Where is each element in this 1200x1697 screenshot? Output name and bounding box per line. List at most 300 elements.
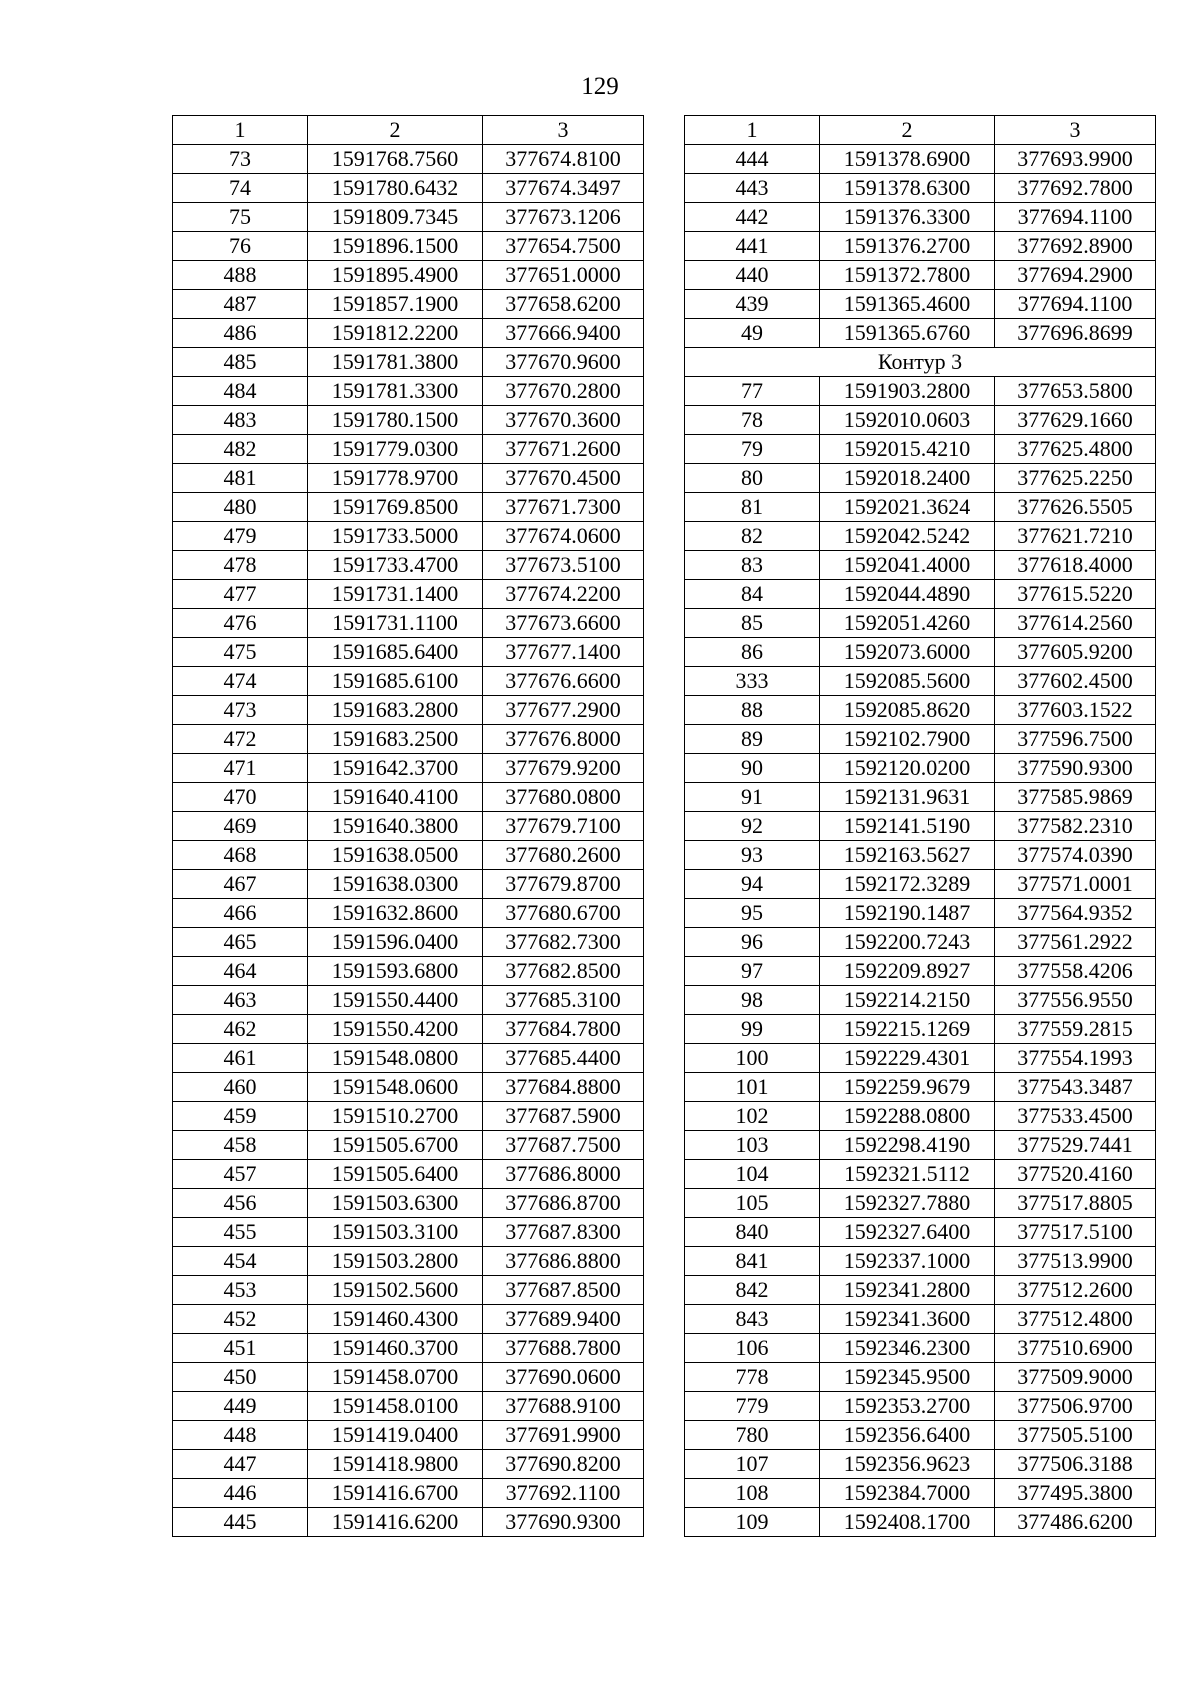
table-cell: 377590.9300: [995, 754, 1156, 783]
table-row: [685, 1247, 1156, 1276]
table-row: [685, 145, 1156, 174]
table-cell: 90: [685, 754, 820, 783]
table-cell: 1591378.6300: [820, 174, 995, 203]
table-cell: 91: [685, 783, 820, 812]
table-cell: 92: [685, 812, 820, 841]
table-cell: 1591683.2800: [308, 696, 483, 725]
table-cell: 377629.1660: [995, 406, 1156, 435]
table-cell: 377654.7500: [483, 232, 644, 261]
table-cell: 1591365.6760: [820, 319, 995, 348]
table-cell: 1591778.9700: [308, 464, 483, 493]
table-cell: 1592102.7900: [820, 725, 995, 754]
table-cell: 377564.9352: [995, 899, 1156, 928]
table-cell: 471: [173, 754, 308, 783]
table-row: [173, 348, 644, 377]
table-row: [685, 841, 1156, 870]
table-cell: 1591503.2800: [308, 1247, 483, 1276]
table-cell: 377694.1100: [995, 203, 1156, 232]
table-cell: 377512.4800: [995, 1305, 1156, 1334]
table-cell: 1591781.3800: [308, 348, 483, 377]
table-cell: 101: [685, 1073, 820, 1102]
table-row: [685, 609, 1156, 638]
table-cell: 1592073.6000: [820, 638, 995, 667]
table-cell: 1592384.7000: [820, 1479, 995, 1508]
table-cell: 486: [173, 319, 308, 348]
table-cell: 484: [173, 377, 308, 406]
table-cell: 488: [173, 261, 308, 290]
table-cell: 1592042.5242: [820, 522, 995, 551]
table-row: [685, 667, 1156, 696]
table-cell: 480: [173, 493, 308, 522]
table-cell: 474: [173, 667, 308, 696]
table-cell: 377513.9900: [995, 1247, 1156, 1276]
table-cell: 469: [173, 812, 308, 841]
table-cell: 1591460.4300: [308, 1305, 483, 1334]
table-cell: 377693.9900: [995, 145, 1156, 174]
table-cell: 778: [685, 1363, 820, 1392]
column-header: 1: [685, 116, 820, 145]
table-cell: 1592345.9500: [820, 1363, 995, 1392]
table-cell: 377692.8900: [995, 232, 1156, 261]
table-cell: 377689.9400: [483, 1305, 644, 1334]
table-cell: 89: [685, 725, 820, 754]
table-row: [173, 319, 644, 348]
table-cell: 377505.5100: [995, 1421, 1156, 1450]
table-cell: 377596.7500: [995, 725, 1156, 754]
table-cell: 1592051.4260: [820, 609, 995, 638]
table-cell: 377510.6900: [995, 1334, 1156, 1363]
table-row: [173, 812, 644, 841]
table-cell: 377561.2922: [995, 928, 1156, 957]
table-cell: 377687.5900: [483, 1102, 644, 1131]
table-cell: 377687.8500: [483, 1276, 644, 1305]
table-row: [685, 203, 1156, 232]
table-row: [173, 232, 644, 261]
table-cell: 1592131.9631: [820, 783, 995, 812]
table-cell: 462: [173, 1015, 308, 1044]
table-cell: 377605.9200: [995, 638, 1156, 667]
table-cell: 1591638.0300: [308, 870, 483, 899]
table-row: [173, 1305, 644, 1334]
table-cell: 1592229.4301: [820, 1044, 995, 1073]
table-cell: 377506.9700: [995, 1392, 1156, 1421]
table-cell: 1592288.0800: [820, 1102, 995, 1131]
table-cell: 96: [685, 928, 820, 957]
table-cell: 470: [173, 783, 308, 812]
table-cell: 377679.8700: [483, 870, 644, 899]
table-cell: 73: [173, 145, 308, 174]
table-cell: 1592337.1000: [820, 1247, 995, 1276]
table-cell: 377625.4800: [995, 435, 1156, 464]
table-row: [173, 174, 644, 203]
table-row: [685, 870, 1156, 899]
table-cell: 452: [173, 1305, 308, 1334]
table-cell: 1592356.6400: [820, 1421, 995, 1450]
table-row: [173, 957, 644, 986]
column-header: 2: [820, 116, 995, 145]
table-row: [173, 435, 644, 464]
table-cell: 377694.2900: [995, 261, 1156, 290]
table-row: [173, 1102, 644, 1131]
table-cell: 377653.5800: [995, 377, 1156, 406]
table-cell: 1591593.6800: [308, 957, 483, 986]
table-cell: 1591460.3700: [308, 1334, 483, 1363]
table-cell: 441: [685, 232, 820, 261]
table-cell: 93: [685, 841, 820, 870]
table-cell: 1591416.6700: [308, 1479, 483, 1508]
table-cell: 377674.3497: [483, 174, 644, 203]
table-cell: 472: [173, 725, 308, 754]
table-row: [685, 638, 1156, 667]
table-cell: 464: [173, 957, 308, 986]
table-cell: 377673.1206: [483, 203, 644, 232]
table-cell: 77: [685, 377, 820, 406]
table-cell: 482: [173, 435, 308, 464]
table-cell: 377691.9900: [483, 1421, 644, 1450]
table-cell: 377615.5220: [995, 580, 1156, 609]
table-cell: 377625.2250: [995, 464, 1156, 493]
table-row: [173, 754, 644, 783]
table-cell: 450: [173, 1363, 308, 1392]
table-cell: 377677.2900: [483, 696, 644, 725]
table-cell: 1591779.0300: [308, 435, 483, 464]
table-cell: 780: [685, 1421, 820, 1450]
table-row: [173, 551, 644, 580]
table-cell: 377685.3100: [483, 986, 644, 1015]
table-row: [173, 1421, 644, 1450]
table-cell: 1591376.2700: [820, 232, 995, 261]
table-cell: 1591510.2700: [308, 1102, 483, 1131]
table-cell: 1591418.9800: [308, 1450, 483, 1479]
table-cell: 377680.2600: [483, 841, 644, 870]
table-row: [173, 696, 644, 725]
table-row: [173, 928, 644, 957]
table-row: [685, 754, 1156, 783]
table-cell: 377585.9869: [995, 783, 1156, 812]
table-cell: 449: [173, 1392, 308, 1421]
table-row: [685, 551, 1156, 580]
table-row: [685, 1392, 1156, 1421]
table-row: [685, 812, 1156, 841]
table-row: [685, 1218, 1156, 1247]
table-row: [173, 783, 644, 812]
table-cell: 81: [685, 493, 820, 522]
table-cell: 1592356.9623: [820, 1450, 995, 1479]
table-cell: 1592341.2800: [820, 1276, 995, 1305]
table-cell: 1592018.2400: [820, 464, 995, 493]
table-cell: 1591731.1100: [308, 609, 483, 638]
table-cell: 1592259.9679: [820, 1073, 995, 1102]
table-cell: 453: [173, 1276, 308, 1305]
table-cell: 377574.0390: [995, 841, 1156, 870]
table-cell: 1592163.5627: [820, 841, 995, 870]
table-row: [685, 1189, 1156, 1218]
table-row: [173, 290, 644, 319]
table-cell: 1591502.5600: [308, 1276, 483, 1305]
column-header: 1: [173, 116, 308, 145]
table-row: [685, 1363, 1156, 1392]
table-row: [173, 1044, 644, 1073]
table-cell: 1591416.6200: [308, 1508, 483, 1537]
table-cell: 1592021.3624: [820, 493, 995, 522]
table-row: [685, 1508, 1156, 1537]
table-cell: 377690.9300: [483, 1508, 644, 1537]
table-cell: 377687.8300: [483, 1218, 644, 1247]
table-cell: 377533.4500: [995, 1102, 1156, 1131]
table-cell: 440: [685, 261, 820, 290]
table-cell: 95: [685, 899, 820, 928]
table-cell: 377571.0001: [995, 870, 1156, 899]
table-row: [173, 261, 644, 290]
table-row: [685, 261, 1156, 290]
table-cell: 1591505.6700: [308, 1131, 483, 1160]
table-cell: 467: [173, 870, 308, 899]
table-cell: 377614.2560: [995, 609, 1156, 638]
table-row: [685, 493, 1156, 522]
table-cell: 377694.1100: [995, 290, 1156, 319]
table-row: [685, 1479, 1156, 1508]
table-cell: 1591731.1400: [308, 580, 483, 609]
table-cell: 377686.8700: [483, 1189, 644, 1218]
table-row: [173, 1363, 644, 1392]
coordinates-table-left: [172, 115, 644, 1537]
table-cell: 1592141.5190: [820, 812, 995, 841]
table-header-row: [173, 116, 644, 145]
table-row: [173, 638, 644, 667]
table-cell: 1591685.6400: [308, 638, 483, 667]
table-cell: 377529.7441: [995, 1131, 1156, 1160]
table-row: [173, 1189, 644, 1218]
table-cell: 468: [173, 841, 308, 870]
table-cell: 1591733.4700: [308, 551, 483, 580]
table-row: [173, 377, 644, 406]
table-cell: 83: [685, 551, 820, 580]
table-cell: 1591857.1900: [308, 290, 483, 319]
table-cell: 377687.7500: [483, 1131, 644, 1160]
table-row: [685, 1131, 1156, 1160]
table-cell: 377674.8100: [483, 145, 644, 174]
table-row: [173, 725, 644, 754]
table-row: [685, 725, 1156, 754]
table-cell: 1591632.8600: [308, 899, 483, 928]
table-cell: 80: [685, 464, 820, 493]
column-header: 2: [308, 116, 483, 145]
table-row: [685, 928, 1156, 957]
table-cell: 105: [685, 1189, 820, 1218]
table-cell: 377686.8000: [483, 1160, 644, 1189]
table-cell: 1592408.1700: [820, 1508, 995, 1537]
table-cell: 75: [173, 203, 308, 232]
table-cell: 377495.3800: [995, 1479, 1156, 1508]
table-row: [173, 580, 644, 609]
table-cell: 477: [173, 580, 308, 609]
table-cell: 74: [173, 174, 308, 203]
table-cell: 377626.5505: [995, 493, 1156, 522]
table-cell: 377680.0800: [483, 783, 644, 812]
table-cell: 377673.5100: [483, 551, 644, 580]
table-row: [685, 696, 1156, 725]
table-row: [685, 1102, 1156, 1131]
table-cell: 1591642.3700: [308, 754, 483, 783]
table-cell: 377684.7800: [483, 1015, 644, 1044]
table-cell: 377692.7800: [995, 174, 1156, 203]
table-cell: 1592341.3600: [820, 1305, 995, 1334]
table-cell: 485: [173, 348, 308, 377]
table-row: [173, 145, 644, 174]
table-cell: 843: [685, 1305, 820, 1334]
table-cell: 1592327.6400: [820, 1218, 995, 1247]
table-row: [685, 319, 1156, 348]
table-cell: 377670.3600: [483, 406, 644, 435]
table-cell: 377602.4500: [995, 667, 1156, 696]
table-cell: 1592010.0603: [820, 406, 995, 435]
table-cell: 442: [685, 203, 820, 232]
table-cell: 481: [173, 464, 308, 493]
table-row: [173, 1450, 644, 1479]
column-header: 3: [995, 116, 1156, 145]
table-cell: 447: [173, 1450, 308, 1479]
table-cell: 459: [173, 1102, 308, 1131]
table-cell: 455: [173, 1218, 308, 1247]
table-cell: 79: [685, 435, 820, 464]
table-row: [685, 1044, 1156, 1073]
table-row: [173, 1218, 644, 1247]
table-cell: 1591419.0400: [308, 1421, 483, 1450]
table-cell: 461: [173, 1044, 308, 1073]
table-cell: 1591372.7800: [820, 261, 995, 290]
table-cell: 377682.7300: [483, 928, 644, 957]
table-row: [685, 1450, 1156, 1479]
table-cell: 1591378.6900: [820, 145, 995, 174]
table-cell: 476: [173, 609, 308, 638]
table-cell: 377543.3487: [995, 1073, 1156, 1102]
table-cell: 377666.9400: [483, 319, 644, 348]
table-cell: 779: [685, 1392, 820, 1421]
table-cell: 377670.2800: [483, 377, 644, 406]
table-row: [685, 232, 1156, 261]
coordinates-table-right: [684, 115, 1156, 1537]
table-cell: 104: [685, 1160, 820, 1189]
table-row: [685, 1160, 1156, 1189]
table-cell: 1592015.4210: [820, 435, 995, 464]
table-row: [685, 464, 1156, 493]
table-cell: 377520.4160: [995, 1160, 1156, 1189]
table-row: [685, 986, 1156, 1015]
table-row: [685, 783, 1156, 812]
table-row: [173, 203, 644, 232]
table-row: [685, 957, 1156, 986]
table-cell: 103: [685, 1131, 820, 1160]
table-cell: 842: [685, 1276, 820, 1305]
table-cell: 841: [685, 1247, 820, 1276]
table-cell: 1591769.8500: [308, 493, 483, 522]
table-cell: 377670.9600: [483, 348, 644, 377]
table-cell: 377603.1522: [995, 696, 1156, 725]
table-cell: 465: [173, 928, 308, 957]
table-row: [173, 667, 644, 696]
table-cell: 377509.9000: [995, 1363, 1156, 1392]
table-cell: 1591505.6400: [308, 1160, 483, 1189]
table-cell: 456: [173, 1189, 308, 1218]
table-cell: 1592200.7243: [820, 928, 995, 957]
table-cell: 1592215.1269: [820, 1015, 995, 1044]
table-cell: 460: [173, 1073, 308, 1102]
table-row: [685, 174, 1156, 203]
table-row: [685, 377, 1156, 406]
table-cell: 76: [173, 232, 308, 261]
table-cell: 1592044.4890: [820, 580, 995, 609]
column-header: 3: [483, 116, 644, 145]
table-cell: 444: [685, 145, 820, 174]
table-cell: 1591640.4100: [308, 783, 483, 812]
table-cell: 377651.0000: [483, 261, 644, 290]
table-cell: 1591550.4400: [308, 986, 483, 1015]
table-cell: 377671.7300: [483, 493, 644, 522]
table-row: [685, 1421, 1156, 1450]
table-cell: 443: [685, 174, 820, 203]
table-cell: 49: [685, 319, 820, 348]
table-cell: 377677.1400: [483, 638, 644, 667]
table-cell: 377676.6600: [483, 667, 644, 696]
table-row: [685, 1305, 1156, 1334]
table-cell: 84: [685, 580, 820, 609]
page-number: 129: [581, 73, 619, 100]
table-cell: 377670.4500: [483, 464, 644, 493]
table-cell: 446: [173, 1479, 308, 1508]
table-row: [173, 522, 644, 551]
table-cell: 448: [173, 1421, 308, 1450]
table-cell: 479: [173, 522, 308, 551]
table-cell: 475: [173, 638, 308, 667]
table-cell: 377582.2310: [995, 812, 1156, 841]
table-cell: 377696.8699: [995, 319, 1156, 348]
table-row: [173, 1508, 644, 1537]
table-cell: 78: [685, 406, 820, 435]
table-cell: 454: [173, 1247, 308, 1276]
table-cell: 377673.6600: [483, 609, 644, 638]
table-cell: 1592321.5112: [820, 1160, 995, 1189]
table-cell: 1592085.5600: [820, 667, 995, 696]
table-row: [173, 1073, 644, 1102]
table-cell: 1591733.5000: [308, 522, 483, 551]
table-cell: 377674.0600: [483, 522, 644, 551]
table-cell: 377618.4000: [995, 551, 1156, 580]
table-cell: 377682.8500: [483, 957, 644, 986]
table-cell: 333: [685, 667, 820, 696]
table-cell: 377658.6200: [483, 290, 644, 319]
table-cell: 377680.6700: [483, 899, 644, 928]
table-cell: 82: [685, 522, 820, 551]
table-cell: 1591376.3300: [820, 203, 995, 232]
table-row: [173, 870, 644, 899]
table-cell: 377679.7100: [483, 812, 644, 841]
table-cell: 377517.8805: [995, 1189, 1156, 1218]
table-row: [685, 522, 1156, 551]
table-cell: 1591638.0500: [308, 841, 483, 870]
table-cell: 377671.2600: [483, 435, 644, 464]
table-cell: 377679.9200: [483, 754, 644, 783]
table-cell: 1591596.0400: [308, 928, 483, 957]
table-cell: 1591809.7345: [308, 203, 483, 232]
table-cell: 377685.4400: [483, 1044, 644, 1073]
table-cell: 1592085.8620: [820, 696, 995, 725]
table-row: [173, 1276, 644, 1305]
table-cell: 458: [173, 1131, 308, 1160]
table-cell: 1591548.0600: [308, 1073, 483, 1102]
table-cell: 377558.4206: [995, 957, 1156, 986]
table-cell: 487: [173, 290, 308, 319]
table-cell: 377686.8800: [483, 1247, 644, 1276]
